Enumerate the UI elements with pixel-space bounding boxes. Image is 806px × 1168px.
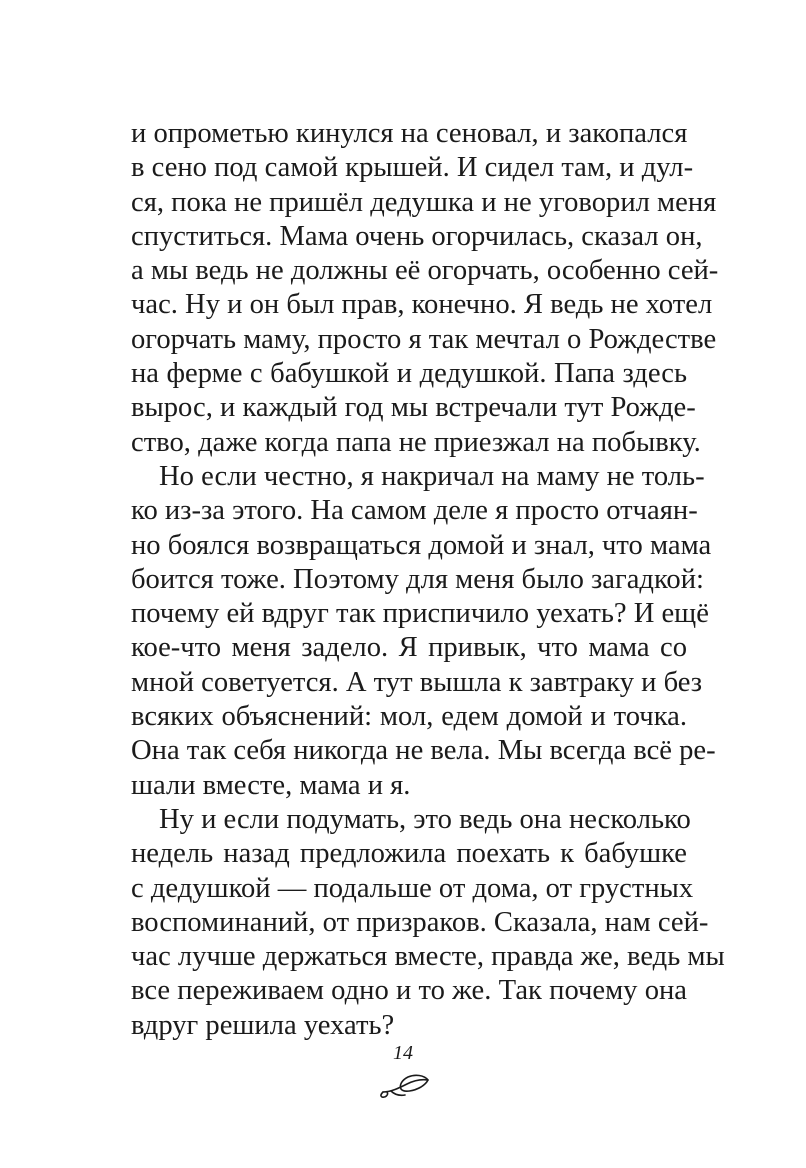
text-line: недель назад предложила поехать к бабушке <box>131 838 687 870</box>
text-line: и опрометью кинулся на сеновал, и закопался <box>131 118 688 149</box>
text-line: ко из-за этого. На самом деле я просто отчаян- <box>131 495 698 527</box>
text-line: шали вместе, мама и я. <box>131 769 411 801</box>
text-line: час лучше держаться вместе, правда же, ведь мы <box>131 941 725 973</box>
text-line: вырос, и каждый год мы встречали тут Рожде- <box>131 392 696 424</box>
text-line: но боялся возвращаться домой и знал, что мама <box>131 529 712 561</box>
text-line: ся, пока не пришёл дедушка и не уговорил меня <box>131 186 717 218</box>
text-line: боится тоже. Поэтому для меня было загадкой: <box>131 563 704 595</box>
text-line: Но если честно, я накричал на маму не толь- <box>159 460 705 492</box>
text-line: кое-что меня задело. Я привык, что мама со <box>131 632 687 664</box>
paragraph-1 <box>131 117 719 460</box>
leaf-flourish-icon <box>377 1072 433 1100</box>
text-line: почему ей вдруг так приспичило уехать? И ещё <box>131 598 709 630</box>
text-line: час. Ну и он был прав, конечно. Я ведь не хотел <box>131 289 713 321</box>
text-line: вдруг решила уехать? <box>131 1009 395 1041</box>
paragraph-3 <box>131 803 725 1043</box>
text-line: огорчать маму, просто я так мечтал о Рождестве <box>131 323 717 355</box>
text-line: с дедушкой — подальше от дома, от грустных <box>131 872 694 904</box>
page-number: 14 <box>393 1042 413 1064</box>
text-line: Ну и если подумать, это ведь она несколько <box>159 803 691 835</box>
text-line: а мы ведь не должны её огорчать, особенно сей- <box>131 255 719 287</box>
paragraph-2 <box>131 460 716 803</box>
text-line: мной советуется. А тут вышла к завтраку и без <box>131 666 703 698</box>
text-line: на ферме с бабушкой и дедушкой. Папа здесь <box>131 358 687 390</box>
text-line: Она так себя никогда не вела. Мы всегда всё ре- <box>131 735 716 767</box>
text-line: воспоминаний, от призраков. Сказала, нам сей- <box>131 906 709 938</box>
text-line: всяких объяснений: мол, едем домой и точка. <box>131 701 687 733</box>
text-line: все переживаем одно и то же. Так почему она <box>131 975 687 1007</box>
text-line: в сено под самой крышей. И сидел там, и дул- <box>131 152 694 184</box>
body-text <box>131 117 725 1043</box>
text-line: ство, даже когда папа не приезжал на побывку. <box>131 426 701 458</box>
text-line: спуститься. Мама очень огорчилась, сказал он, <box>131 220 703 252</box>
